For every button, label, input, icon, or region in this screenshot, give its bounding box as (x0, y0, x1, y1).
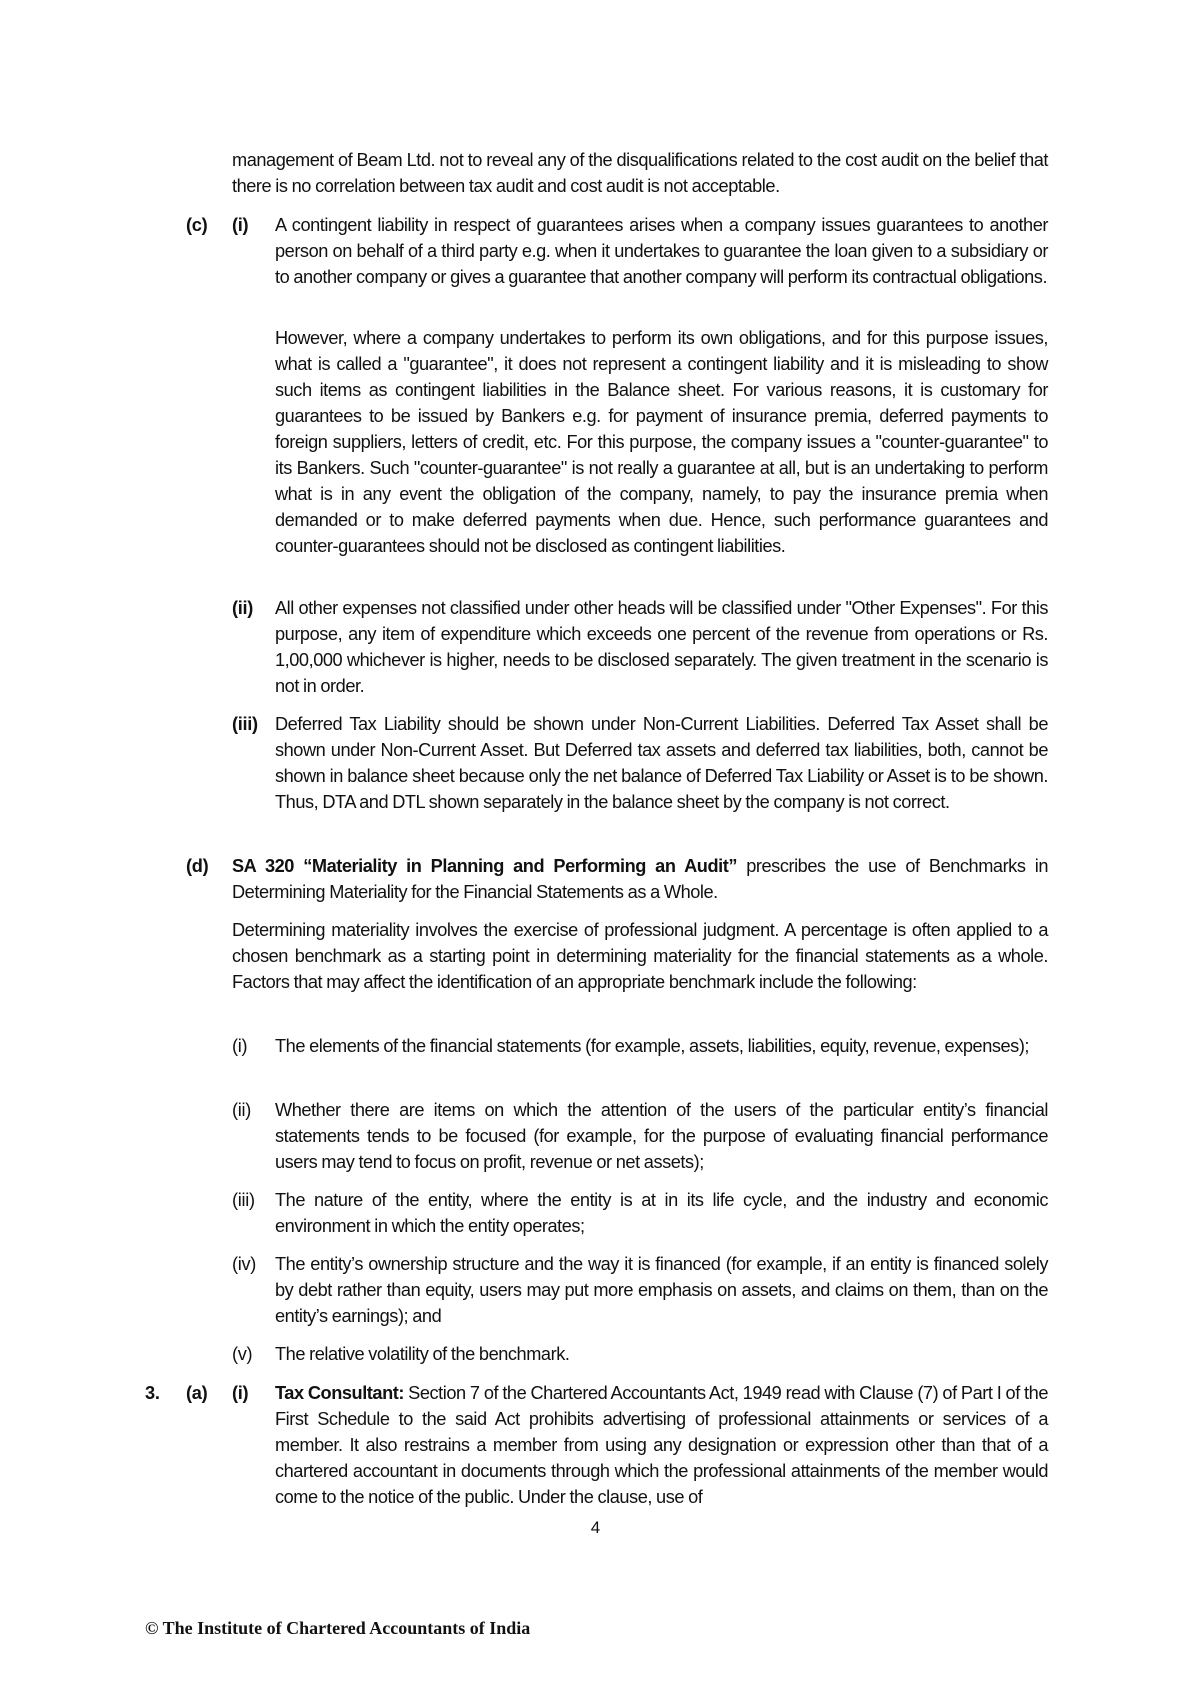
factor-text-2: Whether there are items on which the attention of the users of the particular entity’s financial statements tends to be focused (for example, for the purpose of evaluating financial performance users may tend to focus on profit, revenue or net assets); (275, 1100, 1048, 1172)
question-3-a-i-label: (i) (232, 1383, 249, 1403)
section-c-i-para1: A contingent liability in respect of guarantees arises when a company issues guarantees to another person on behalf of a third party e.g. when it undertakes to guarantee the loan given to a subsidiary or to another company or gives a guarantee that another company will perform its contractual obligations. (275, 215, 1048, 287)
factor-label-1: (i) (232, 1036, 248, 1056)
factor-label-5: (v) (232, 1344, 253, 1364)
section-c-i-label: (i) (232, 215, 249, 235)
factor-label-2: (ii) (232, 1100, 251, 1120)
factor-text-1: The elements of the financial statements (for example, assets, liabilities, equity, revenue, expenses); (275, 1036, 1030, 1056)
tax-consultant-heading: Tax Consultant: (275, 1383, 404, 1403)
page-number: 4 (590, 1518, 601, 1537)
section-c-iii-label: (iii) (232, 714, 258, 734)
section-d-heading (232, 853, 1048, 905)
intro-paragraph: management of Beam Ltd. not to reveal any of the disqualifications related to the cost audit on the belief that there is no correlation between tax audit and cost audit is not acceptable. (232, 150, 1048, 196)
section-c-ii-label: (ii) (232, 598, 254, 618)
section-c-label: (c) (186, 215, 208, 235)
section-c-i-para2: However, where a company undertakes to perform its own obligations, and for this purpose issues, what is called a "guarantee", it does not represent a contingent liability and it is misleading to show such items as contingent liabilities in the Balance sheet. For various reasons, it is customary for guarantees to be issued by Bankers e.g. for payment of insurance premia, deferred payments to foreign suppliers, letters of credit, etc. For this purpose, the company issues a "counter-guarantee" to its Bankers. Such "counter-guarantee" is not really a guarantee at all, but is an undertaking to perform what is in any event the obligation of the company, namely, to pay the insurance premia when demanded or to make deferred payments when due. Hence, such performance guarantees and counter-guarantees should not be disclosed as contingent liabilities. (275, 328, 1048, 556)
section-c-iii-text: Deferred Tax Liability should be shown under Non-Current Liabilities. Deferred Tax Asset shall be shown under Non-Current Asset. But Deferred tax assets and deferred tax liabilities, both, cannot be shown in balance sheet because only the net balance of Deferred Tax Liability or Asset is to be shown. Thus, DTA and DTL shown separately in the balance sheet by the company is not correct. (275, 714, 1048, 812)
section-d-paragraph: Determining materiality involves the exercise of professional judgment. A percentage is often applied to a chosen benchmark as a starting point in determining materiality for the financial statements as a whole. Factors that may affect the identification of an appropriate benchmark include the following: (232, 920, 1048, 992)
section-d-heading-rest: prescribes the use of Benchmarks in Determining Materiality for the Financial Statements as a Whole. (232, 856, 1048, 902)
section-d-label: (d) (186, 856, 209, 876)
factor-label-3: (iii) (232, 1190, 255, 1210)
factor-text-4: The entity’s ownership structure and the way it is financed (for example, if an entity is financed solely by debt rather than equity, users may put more emphasis on assets, and claims on them, than on the entity’s earnings); and (275, 1254, 1048, 1326)
question-3-number: 3. (145, 1383, 160, 1403)
section-d-heading-bold: SA 320 “Materiality in Planning and Performing an Audit” (232, 856, 737, 876)
question-3-a-i-text (275, 1380, 1048, 1510)
factor-text-5: The relative volatility of the benchmark. (275, 1344, 570, 1364)
section-c-ii-text: All other expenses not classified under other heads will be classified under "Other Expenses". For this purpose, any item of expenditure which exceeds one percent of the revenue from operations or Rs. 1,00,000 whichever is higher, needs to be disclosed separately. The given treatment in the scenario is not in order. (275, 598, 1048, 696)
footer-copyright: © The Institute of Chartered Accountants of India (145, 1618, 531, 1638)
factor-label-4: (iv) (232, 1254, 257, 1274)
question-3-a-label: (a) (186, 1383, 208, 1403)
factor-text-3: The nature of the entity, where the entity is at in its life cycle, and the industry and economic environment in which the entity operates; (275, 1190, 1048, 1236)
tax-consultant-body: Section 7 of the Chartered Accountants Act, 1949 read with Clause (7) of Part I of the First Schedule to the said Act prohibits advertising of professional attainments or services of a member. It also restrains a member from using any designation or expression other than that of a chartered accountant in documents through which the professional attainments of the member would come to the notice of the public. Under the clause, use of (275, 1383, 1048, 1507)
